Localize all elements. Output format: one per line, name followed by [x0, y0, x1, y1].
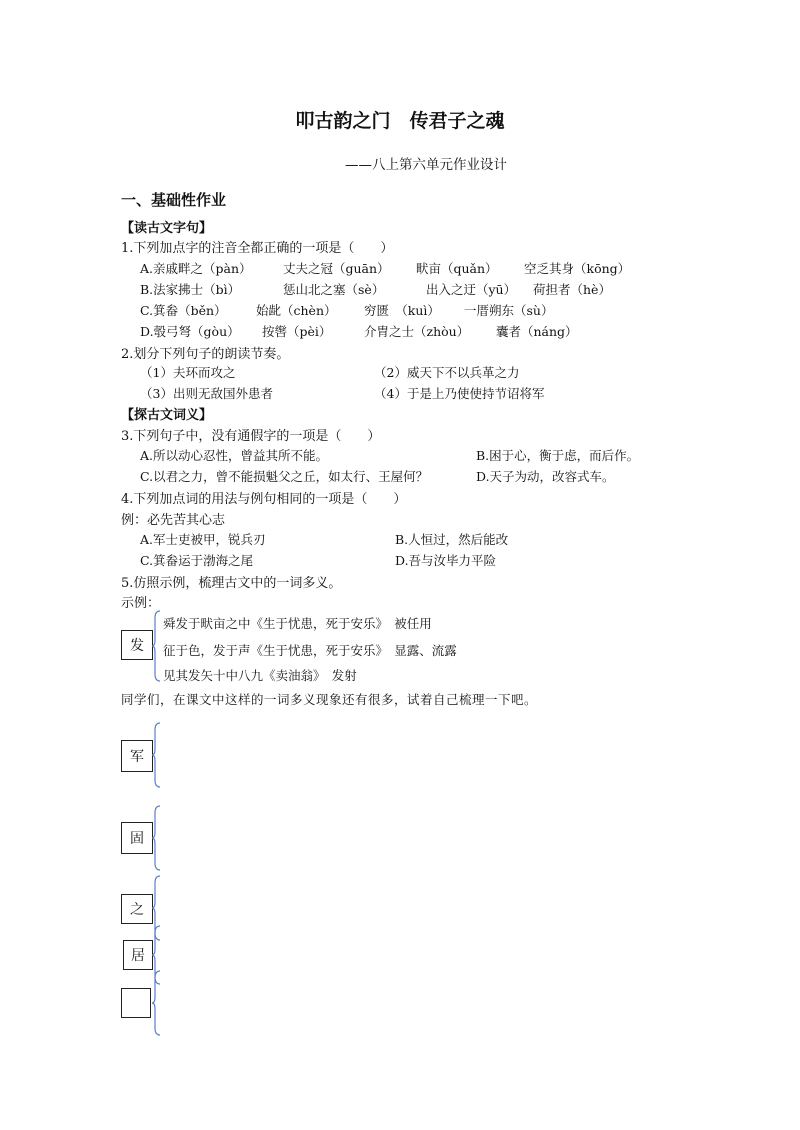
section-heading: 一、基础性作业	[121, 191, 227, 209]
q3-option: B.困于心，衡于虑，而后作。	[476, 448, 640, 463]
q2-item: （1）夫环而攻之	[140, 365, 236, 380]
example-char-box: 发	[121, 630, 153, 660]
q3-option: D.天子为动，改容式车。	[476, 469, 615, 484]
q1-option: 始龀（chèn）	[256, 303, 337, 318]
q1-option: 穷匮 （kuì）	[364, 303, 440, 318]
example-line: 见其发矢十中八九《卖油翁》 发射	[163, 668, 357, 683]
q4-option: C.箕畚运于渤海之尾	[140, 553, 254, 568]
practice-char-box[interactable]: 军	[121, 740, 153, 772]
q4-option: D.吾与汝毕力平险	[395, 553, 497, 568]
q1-option: 惩山北之塞（sè）	[283, 282, 385, 297]
practice-brace	[152, 722, 162, 788]
q3-option: C.以君之力，曾不能损魁父之丘，如太行、王屋何？	[140, 469, 429, 484]
q1-option: 丈夫之冠（guān）	[283, 261, 390, 276]
part-heading-reading: 【读古文字句】	[121, 221, 213, 236]
practice-char-box[interactable]: 之	[121, 894, 153, 924]
q1-option: 出入之迂（yū）	[426, 282, 517, 297]
page-subtitle: ——八上第六单元作业设计	[345, 157, 507, 173]
question-4-stem: 4.下列加点词的用法与例句相同的一项是（ ）	[121, 492, 407, 507]
q5-example-label: 示例：	[121, 596, 161, 611]
question-2-stem: 2.划分下列句子的朗读节奏。	[121, 347, 290, 362]
q1-option: 荷担者（hè）	[533, 282, 611, 297]
q1-option: C.箕畚（běn）	[140, 303, 227, 318]
q1-option: 畎亩（quǎn）	[416, 261, 498, 276]
practice-brace	[152, 970, 162, 1036]
q1-option: 一厝朔东（sù）	[464, 303, 554, 318]
q1-option: D.彀弓弩（gòu）	[140, 324, 240, 339]
practice-char-box[interactable]: 居	[123, 940, 153, 970]
q1-option: 囊者（náng）	[496, 324, 578, 339]
example-brace	[152, 610, 162, 682]
practice-brace	[152, 805, 162, 871]
q2-item: （3）出则无敌国外患者	[140, 386, 273, 401]
practice-char-box-blank[interactable]	[121, 988, 151, 1018]
example-line: 舜发于畎亩之中《生于忧患，死于安乐》 被任用	[163, 616, 432, 631]
page-title: 叩古韵之门 传君子之魂	[295, 110, 505, 132]
q1-option: 空乏其身（kōng）	[524, 261, 631, 276]
practice-char-box[interactable]: 固	[121, 822, 153, 854]
example-line: 征于色，发于声《生于忧患，死于安乐》 显露、流露	[163, 643, 457, 658]
q1-option: A.亲戚畔之（pàn）	[140, 261, 252, 276]
question-1-stem: 1.下列加点字的注音全都正确的一项是（ ）	[121, 241, 394, 256]
part-heading-meaning: 【探古文词义】	[121, 408, 213, 423]
q4-example: 例：必先苦其心志	[121, 513, 226, 528]
q1-option: 按辔（pèi）	[262, 324, 332, 339]
q1-option: B.法家拂士（bì）	[140, 282, 241, 297]
q1-option: 介胄之士（zhòu）	[364, 324, 470, 339]
q2-item: （2）威天下不以兵革之力	[374, 365, 520, 380]
question-3-stem: 3.下列句子中，没有通假字的一项是（ ）	[121, 429, 381, 444]
q4-option: A.军士吏被甲，锐兵刃	[140, 532, 266, 547]
q4-option: B.人恒过，然后能改	[395, 532, 509, 547]
instruction-note: 同学们，在课文中这样的一词多义现象还有很多，试着自己梳理一下吧。	[121, 692, 538, 707]
question-5-stem: 5.仿照示例，梳理古文中的一词多义。	[121, 576, 342, 591]
q3-option: A.所以动心忍性，曾益其所不能。	[140, 448, 329, 463]
q2-item: （4）于是上乃使使持节诏将军	[374, 386, 545, 401]
